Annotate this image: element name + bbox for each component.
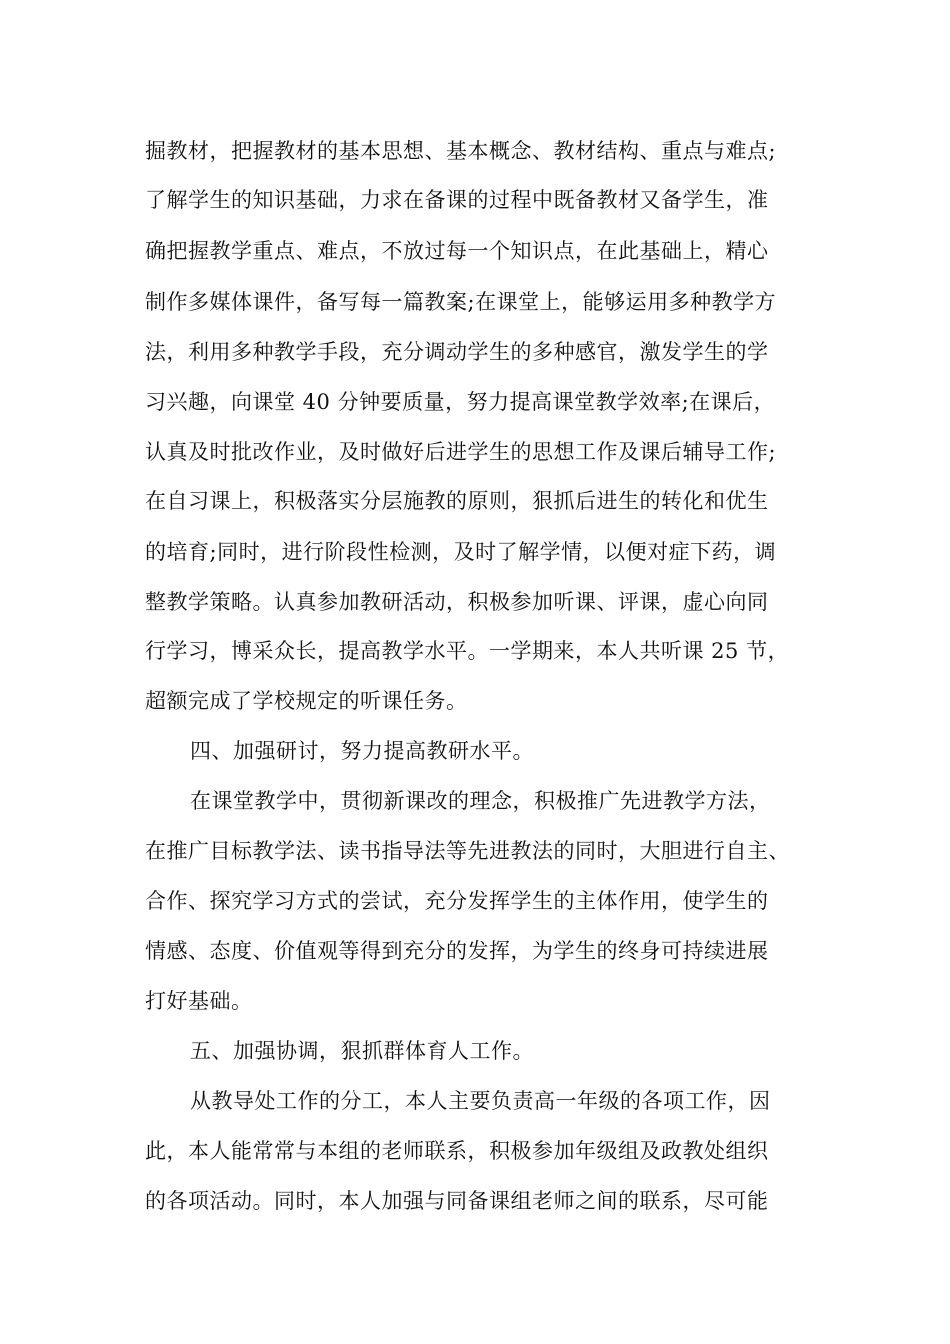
body-text-line: 认真及时批改作业，及时做好后进学生的思想工作及课后辅导工作; — [145, 440, 777, 464]
body-text-line: 打好基础。 — [145, 989, 253, 1013]
body-text-line: 行学习，博采众长，提高教学水平。一学期来，本人共听课 25 节， — [145, 639, 790, 663]
body-text-line: 超额完成了学校规定的听课任务。 — [145, 689, 468, 713]
body-text-line: 的培育;同时，进行阶段性检测，及时了解学情，以便对症下药，调 — [145, 540, 777, 564]
body-text-line: 了解学生的知识基础，力求在备课的过程中既备教材又备学生，准 — [145, 188, 769, 212]
body-text-line: 习兴趣，向课堂 40 分钟要质量，努力提高课堂教学效率;在课后， — [145, 390, 776, 414]
paragraph-first-line: 从教导处工作的分工，本人主要负责高一年级的各项工作，因 — [190, 1089, 771, 1113]
paragraph-first-line: 在课堂教学中，贯彻新课改的理念，积极推广先进教学方法， — [190, 789, 771, 813]
body-text-line: 的各项活动。同时，本人加强与同备课组老师之间的联系，尽可能 — [145, 1189, 769, 1213]
body-text-line: 整教学策略。认真参加教研活动，积极参加听课、评课，虚心向同 — [145, 590, 769, 614]
body-text-line: 情感、态度、价值观等得到充分的发挥，为学生的终身可持续进展 — [145, 939, 769, 963]
body-text-line: 确把握教学重点、难点，不放过每一个知识点，在此基础上，精心 — [145, 239, 769, 263]
section-heading: 五、加强协调，狠抓群体育人工作。 — [190, 1039, 534, 1063]
body-text-line: 此，本人能常常与本组的老师联系，积极参加年级组及政教处组织 — [145, 1139, 769, 1163]
body-text-line: 制作多媒体课件，备写每一篇教案;在课堂上，能够运用多种教学方 — [145, 290, 777, 314]
body-text-line: 在自习课上，积极落实分层施教的原则，狠抓后进生的转化和优生 — [145, 489, 769, 513]
section-heading: 四、加强研讨，努力提高教研水平。 — [190, 739, 534, 763]
body-text-line: 掘教材，把握教材的基本思想、基本概念、教材结构、重点与难点; — [145, 139, 777, 163]
body-text-line: 在推广目标教学法、读书指导法等先进教法的同时，大胆进行自主、 — [145, 839, 790, 863]
body-text-line: 法，利用多种教学手段，充分调动学生的多种感官，激发学生的学 — [145, 340, 769, 364]
body-text-line: 合作、探究学习方式的尝试，充分发挥学生的主体作用，使学生的 — [145, 889, 769, 913]
